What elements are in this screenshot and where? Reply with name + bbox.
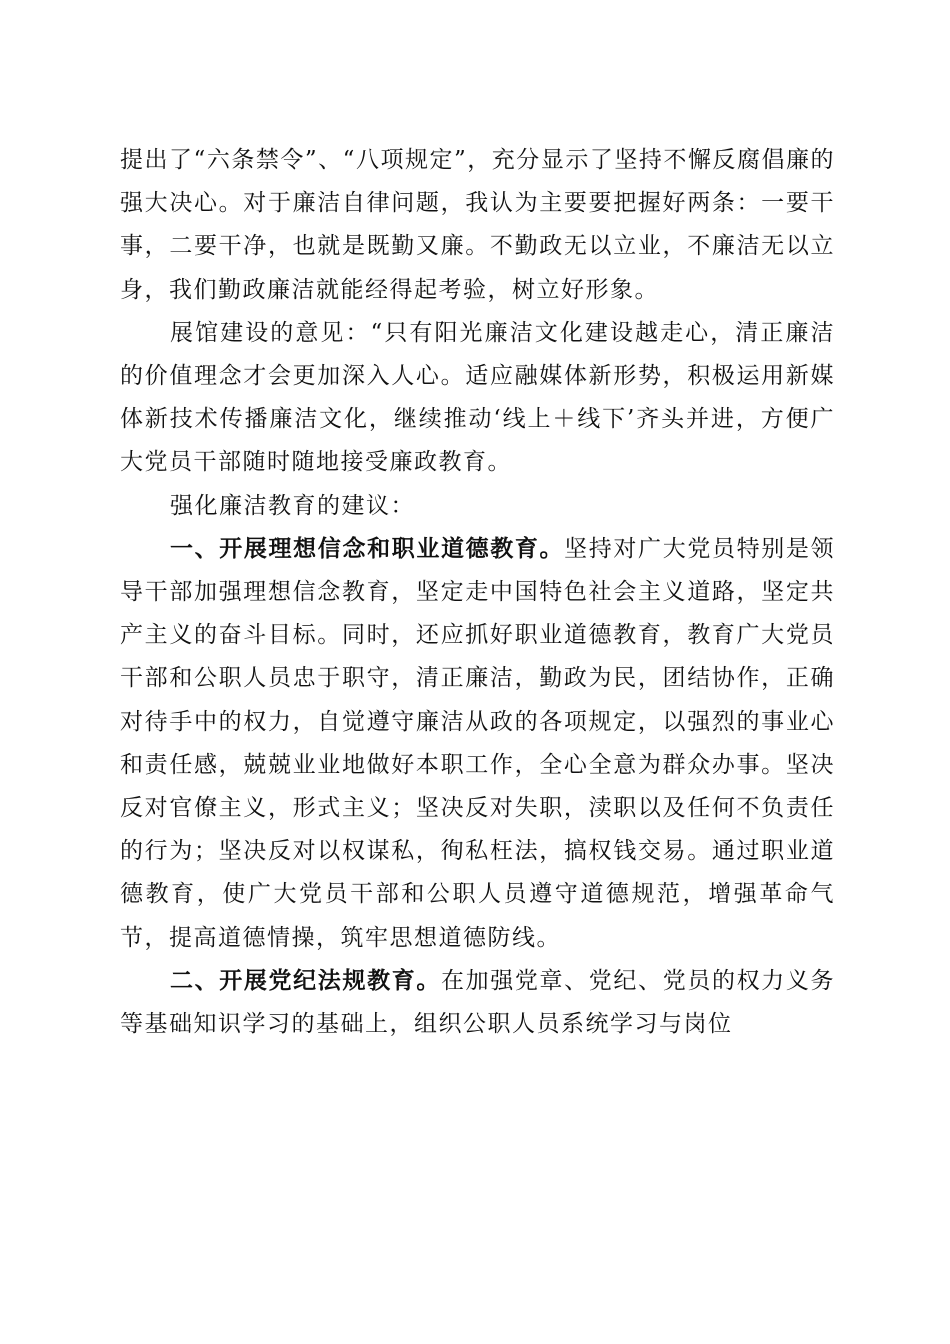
section-heading: 二、开展党纪法规教育。 [170, 967, 441, 994]
paragraph-text: 强化廉洁教育的建议： [170, 492, 415, 519]
section-heading: 一、开展理想信念和职业道德教育。 [170, 535, 565, 562]
body-text [120, 139, 835, 1046]
paragraph-text: 在加强党章、党纪、党员的权力义务等基础知识学习的基础上，组织公职人员系统学习与岗位 [120, 967, 836, 1038]
paragraph-text: 展馆建设的意见：“只有阳光廉洁文化建设越走心，清正廉洁的价值理念才会更加深入人心。适应融媒体新形势，积极运用新媒体新技术传播廉洁文化，继续推动‘线上＋线下’齐头并进，方便广大党员干部随时随地接受廉政教育。 [120, 319, 835, 476]
paragraph-text: 坚持对广大党员特别是领导干部加强理想信念教育，坚定走中国特色社会主义道路，坚定共产主义的奋斗目标。同时，还应抓好职业道德教育，教育广大党员干部和公职人员忠于职守，清正廉洁，勤政为民，团结协作，正确对待手中的权力，自觉遵守廉洁从政的各项规定，以强烈的事业心和责任感，兢兢业业地做好本职工作，全心全意为群众办事。坚决反对官僚主义，形式主义；坚决反对失职，渎职以及任何不负责任的行为；坚决反对以权谋私，徇私枉法，搞权钱交易。通过职业道德教育，使广大党员干部和公职人员遵守道德规范，增强革命气节，提高道德情操，筑牢思想道德防线。 [120, 535, 836, 951]
paragraph-4 [120, 528, 835, 960]
paragraph-2 [120, 312, 835, 485]
paragraph-5 [120, 960, 835, 1046]
paragraph-1 [120, 139, 835, 312]
paragraph-text: 提出了“六条禁令”、“八项规定”，充分显示了坚持不懈反腐倡廉的强大决心。对于廉洁自律问题，我认为主要要把握好两条：一要干事，二要干净，也就是既勤又廉。不勤政无以立业，不廉洁无以立身，我们勤政廉洁就能经得起考验，树立好形象。 [120, 147, 835, 303]
paragraph-3 [120, 485, 835, 528]
